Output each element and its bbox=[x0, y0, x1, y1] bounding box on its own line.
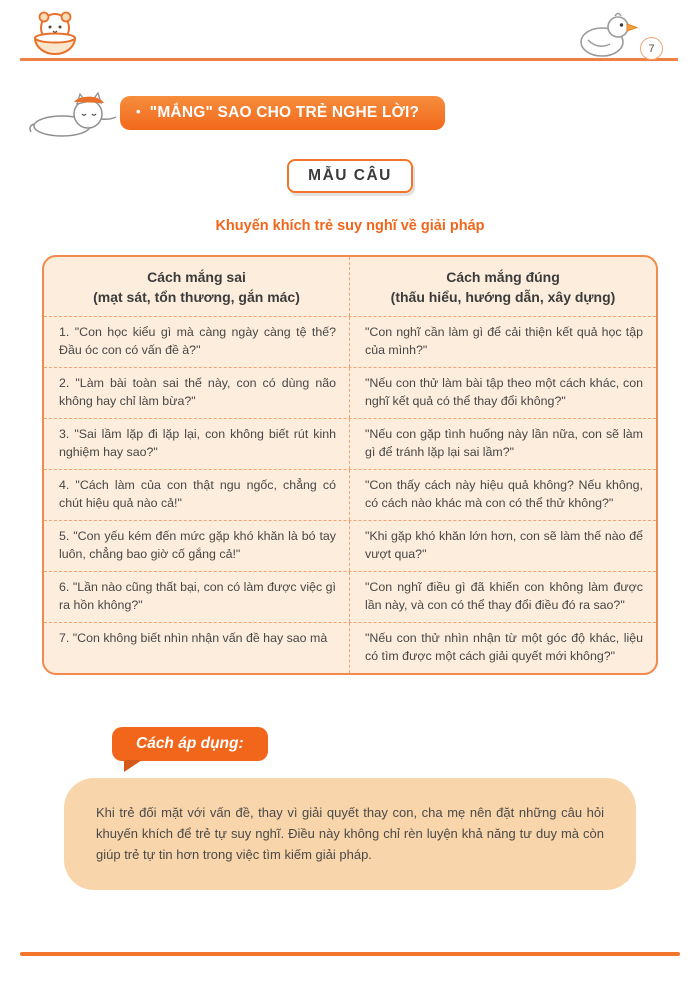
table-header-row bbox=[44, 257, 656, 316]
right-scold-cell: "Khi gặp khó khăn lớn hơn, con sẽ làm thế nào để vượt qua?" bbox=[365, 529, 643, 562]
hamster-in-bowl-icon bbox=[26, 6, 84, 60]
section-label-box: MẪU CÂU bbox=[287, 159, 413, 193]
wrong-scold-cell: 3. "Sai lầm lặp đi lặp lại, con không biết rút kinh nghiệm hay sao?" bbox=[44, 419, 350, 469]
right-scold-cell: "Nếu con thử làm bài tập theo một cách khác, con nghĩ kết quả có thể thay đổi không?" bbox=[365, 376, 643, 409]
wrong-scold-cell: 6. "Lần nào cũng thất bại, con có làm được việc gì ra hồn không?" bbox=[44, 572, 350, 622]
table-row bbox=[44, 622, 656, 673]
wrong-scold-cell: 2. "Làm bài toàn sai thế này, con có dùng não không hay chỉ làm bừa?" bbox=[44, 368, 350, 418]
column-header-wrong bbox=[44, 257, 350, 316]
table-row bbox=[44, 418, 656, 469]
column-subtitle: (mạt sát, tổn thương, gắn mác) bbox=[93, 288, 300, 305]
table-row bbox=[44, 469, 656, 520]
column-header-right bbox=[350, 257, 656, 316]
application-note: Khi trẻ đối mặt với vấn đề, thay vì giải quyết thay con, cha mẹ nên đặt những câu hỏi khuyến khích để trẻ tự suy nghĩ. Điều này không chỉ rèn luyện khả năng tư duy mà còn giúp trẻ tự tin hơn trong việc tìm kiếm giải pháp. bbox=[64, 778, 636, 890]
right-scold-cell: "Con nghĩ điều gì đã khiến con không làm được lần này, và con có thể thay đổi điều đó ra sao?" bbox=[365, 580, 643, 613]
column-title: Cách mắng sai bbox=[147, 269, 246, 285]
title-bullet: • bbox=[136, 104, 141, 119]
table-row bbox=[44, 520, 656, 571]
comparison-table bbox=[42, 255, 658, 675]
bottom-divider bbox=[20, 952, 680, 956]
wrong-scold-cell: 4. "Cách làm của con thật ngu ngốc, chẳng có chút hiệu quả nào cả!" bbox=[44, 470, 350, 520]
right-scold-cell: "Nếu con thử nhìn nhận từ một góc độ khác, liệu có tìm được một cách giải quyết mới không?" bbox=[365, 631, 643, 663]
wrong-scold-cell: 7. "Con không biết nhìn nhận vấn đề hay sao mà bbox=[44, 623, 350, 673]
table-row bbox=[44, 367, 656, 418]
application-badge: Cách áp dụng: bbox=[112, 727, 268, 761]
page-number: 7 bbox=[640, 37, 663, 60]
right-scold-cell: "Con thấy cách này hiệu quả không? Nếu không, có cách nào khác mà con có thể thử không?" bbox=[365, 478, 643, 511]
page-header bbox=[120, 96, 700, 132]
table-row bbox=[44, 316, 656, 367]
column-subtitle: (thấu hiểu, hướng dẫn, xây dựng) bbox=[390, 288, 616, 305]
section-subtitle: Khuyến khích trẻ suy nghĩ về giải pháp bbox=[215, 218, 485, 234]
wrong-scold-cell: 5. "Con yếu kém đến mức gặp khó khăn là bó tay luôn, chẳng bao giờ cố gắng cả!" bbox=[44, 521, 350, 571]
right-scold-cell: "Con nghĩ cần làm gì để cải thiện kết quả học tập của mình?" bbox=[365, 325, 643, 358]
right-scold-cell: "Nếu con gặp tình huống này lần nữa, con sẽ làm gì để tránh lặp lại sai lầm?" bbox=[365, 427, 643, 460]
page-title-badge bbox=[120, 96, 445, 130]
page-title: "MẮNG" SAO CHO TRẺ NGHE LỜI? bbox=[149, 104, 420, 121]
table-row bbox=[44, 571, 656, 622]
duck-icon bbox=[574, 12, 638, 60]
wrong-scold-cell: 1. "Con học kiểu gì mà càng ngày càng tệ thế? Đầu óc con có vấn đề à?" bbox=[44, 317, 350, 367]
column-title: Cách mắng đúng bbox=[446, 269, 560, 285]
cat-with-hat-icon bbox=[28, 82, 118, 140]
